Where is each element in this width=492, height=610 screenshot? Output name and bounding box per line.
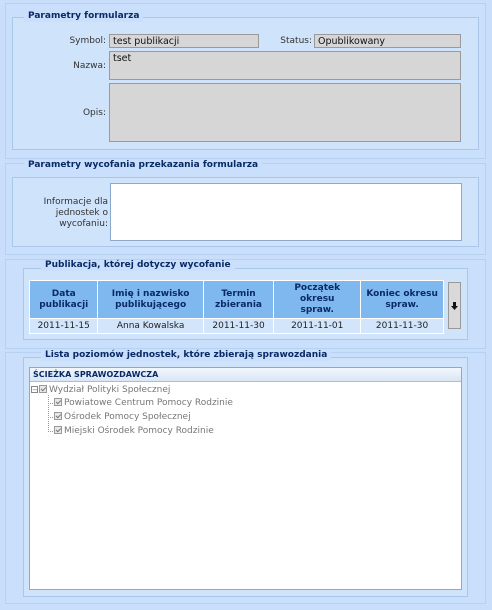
info-textarea[interactable] [110,183,462,241]
child-label-2: Ośrodek Pomocy Społecznej [64,412,191,422]
tree-connector [48,417,53,418]
tree-node-root[interactable] [31,385,170,396]
table-scroll-down-button[interactable] [448,282,461,329]
levels-column-header-label: ŚCIEŻKA SPRAWOZDAWCZA [33,370,159,379]
table-row[interactable] [30,319,444,334]
symbol-label: Symbol: [69,36,106,46]
info-label-line-1: Informacje dla [43,197,108,207]
col-header-pub-date-l2: publikacji [39,299,89,310]
child-checkbox-1[interactable] [54,398,62,406]
form-params-title: Parametry formularza [24,11,143,22]
tree-node-child[interactable] [54,426,214,437]
levels-column-header [30,368,461,382]
info-label-line-2: jednostek o [55,208,108,218]
arrow-down-icon [449,283,460,328]
desc-label: Opis: [82,108,106,118]
child-checkbox-2[interactable] [54,412,62,420]
cell-period-end: 2011-11-30 [361,319,444,334]
col-header-period-end-l1: Koniec okresu [366,288,438,299]
child-checkbox-3[interactable] [54,426,62,434]
publication-table [29,280,444,334]
name-label: Nazwa: [73,61,106,71]
col-header-collection-deadline-l1: Termin [221,288,256,299]
name-field[interactable]: tset [109,51,461,80]
col-header-period-start[interactable] [274,281,361,319]
withdraw-title: Parametry wycofania przekazania formularza [24,160,262,171]
root-label: Wydział Polityki Społecznej [49,385,171,395]
root-checkbox[interactable] [39,385,47,393]
col-header-period-end-l2: spraw. [385,299,419,310]
col-header-period-start-l2: spraw. [300,305,334,315]
col-header-period-start-l1: Początek okresu [294,283,341,304]
col-header-collection-deadline[interactable] [203,281,274,319]
cell-pub-date: 2011-11-15 [30,319,98,334]
col-header-publisher[interactable] [98,281,203,319]
symbol-field[interactable]: test publikacji [109,34,259,48]
col-header-pub-date[interactable] [30,281,98,319]
col-header-pub-date-l1: Data [51,288,76,299]
status-field[interactable]: Opublikowany [314,34,461,48]
tree-connector [48,395,50,432]
levels-title: Lista poziomów jednostek, które zbierają sprawozdania [41,350,331,361]
col-header-collection-deadline-l2: zbierania [215,299,262,310]
child-label-3: Miejski Ośrodek Pomocy Rodzinie [64,426,214,436]
tree-connector [48,403,53,404]
col-header-publisher-l2: publikującego [115,299,187,310]
collapse-toggle-icon[interactable]: − [32,386,38,394]
child-label-1: Powiatowe Centrum Pomocy Rodzinie [64,398,233,408]
desc-field[interactable] [109,83,461,142]
cell-publisher: Anna Kowalska [98,319,203,334]
info-label [38,197,108,230]
tree-node-child[interactable] [54,412,191,423]
cell-period-start: 2011-11-01 [274,319,361,334]
publication-header-row [30,281,444,319]
tree-connector [48,431,53,432]
col-header-publisher-l1: Imię i nazwisko [111,288,190,299]
status-label: Status: [280,36,312,46]
col-header-period-end[interactable] [361,281,444,319]
tree-node-child[interactable] [54,398,233,409]
info-label-line-3: wycofaniu: [59,219,108,229]
cell-collection-deadline: 2011-11-30 [203,319,274,334]
publication-title: Publikacja, której dotyczy wycofanie [41,260,235,271]
